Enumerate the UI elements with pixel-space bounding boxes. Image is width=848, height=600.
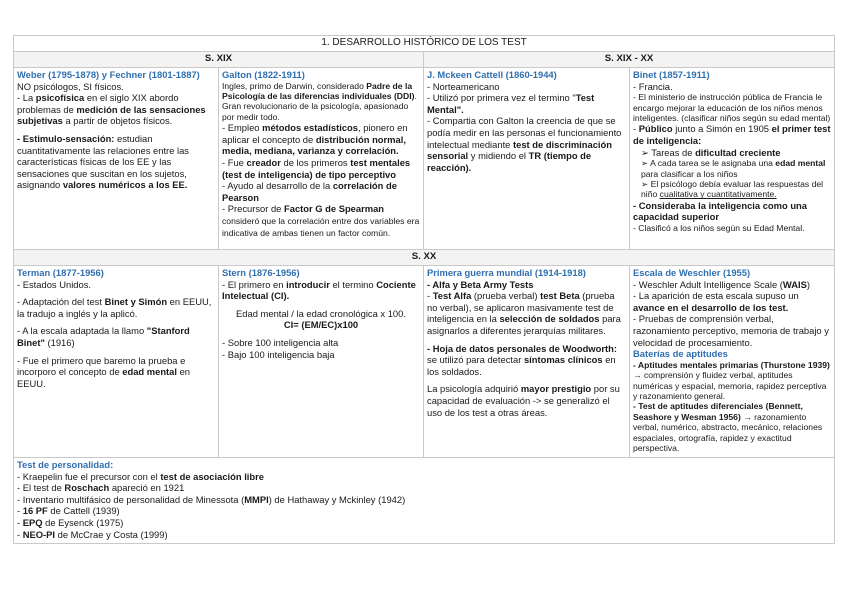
guerra-line: - Hoja de datos personales de Woodworth: se utilizó para detectar síntomas clínicos en los soldados. — [427, 342, 617, 377]
heading-galton: Galton (1822-1911) — [222, 69, 305, 80]
era-header-xix-xx: S. XIX - XX — [424, 52, 835, 68]
terman-line: - Fue el primero que baremo la prueba e incorporo el concepto de edad mental en EEUU. — [17, 354, 191, 389]
cattell-line: - Utilizó por primera vez el termino "Test Mental". — [427, 92, 595, 115]
cell-stern — [219, 266, 424, 458]
binet-line: - Clasificó a los niños según su Edad Mental. — [633, 223, 805, 233]
weber-line: - La psicofísica en el siglo XIX abordo problemas de medición de las sensaciones subjetivas a partir de objetos físicos. — [17, 92, 206, 127]
weschler-line: - Pruebas de comprensión verbal, razonamiento perceptivo, memoria de trabajo y velocidad de procesamiento. — [633, 313, 829, 348]
stern-line: - El primero en introducir el termino Cociente Intelectual (CI). — [222, 278, 416, 302]
table-title: 1. DESARROLLO HISTÓRICO DE LOS TEST — [14, 36, 835, 52]
heading-binet: Binet (1857-1911) — [633, 69, 710, 80]
galton-line: - Ayudo al desarrollo de la correlación de Pearson — [222, 180, 397, 203]
binet-line: ➢ A cada tarea se le asignaba una edad mental para clasificar a los niños — [641, 158, 826, 179]
binet-line: ➢ El psicólogo debía evaluar las respuestas del niño cualitativa y cuantitativamente. — [641, 179, 824, 200]
guerra-line: - Alfa y Beta Army Tests — [427, 278, 534, 290]
cell-weber-fechner — [14, 68, 219, 250]
weschler-line: - Aptitudes mentales primarias (Thurstone 1939) → comprensión y fluidez verbal, aptitudes numéricas y espacial, memoria, rapidez perceptiva y razonamiento general. — [633, 359, 830, 401]
cell-personalidad — [14, 458, 835, 544]
era-header-xx: S. XX — [14, 250, 835, 266]
personalidad-line: - El test de Roschach apareció en 1921 — [17, 482, 185, 494]
cell-binet — [630, 68, 835, 250]
heading-weber: Weber (1795-1878) y Fechner (1801-1887) — [17, 69, 200, 80]
cattell-line: - Norteamericano — [427, 80, 500, 92]
heading-terman: Terman (1877-1956) — [17, 267, 104, 278]
guerra-line: - Test Alfa (prueba verbal) test Beta (prueba no verbal), se aplicaron masivamente test de inteligencia en la selección de soldados para asignarlos a diferentes jerarquías militares. — [427, 290, 621, 336]
galton-line: - Fue creador de los primeros test mentales (test de inteligencia) de tipo perceptivo — [222, 157, 411, 180]
guerra-line: La psicología adquirió mayor prestigio por su capacidad de evaluación -> se generalizó el uso de los test a otras áreas. — [427, 383, 620, 418]
binet-line: - El ministerio de instrucción pública de Francia le encargo mejorar la educación de los niños menos inteligentes. (clasificar niños según su edad mental) — [633, 92, 831, 123]
cell-cattell — [424, 68, 630, 250]
history-table — [13, 35, 835, 544]
cell-weschler — [630, 266, 835, 458]
stern-line: - Sobre 100 inteligencia alta — [222, 336, 339, 348]
stern-line: Edad mental / la edad cronológica x 100. — [236, 307, 406, 319]
heading-weschler: Escala de Weschler (1955) — [633, 267, 751, 278]
galton-line: - Empleo métodos estadísticos, pionero en aplicar el concepto de distribución normal, media, mediana, varianza y correlación. — [222, 122, 408, 157]
heading-guerra: Primera guerra mundial (1914-1918) — [427, 267, 586, 278]
cell-galton — [219, 68, 424, 250]
binet-line: ➢ Tareas de dificultad creciente — [641, 146, 781, 158]
personalidad-line: - EPQ de Eysenck (1975) — [17, 516, 124, 528]
binet-line: - Público junto a Simón en 1905 el primer test de inteligencia: — [633, 123, 831, 146]
weschler-line: - Test de aptitudes diferenciales (Bennett, Seashore y Wesman 1956) → razonamiento verbal, numérico, abstracto, mecánico, relaciones espaciales, ortografía, rapidez y exactitud perspectiva. — [633, 401, 823, 453]
heading-cattell: J. Mckeen Cattell (1860-1944) — [427, 69, 557, 80]
personalidad-line: - Inventario multifásico de personalidad de Minessota (MMPI) de Hathaway y Mckinley (1942) — [17, 493, 406, 505]
personalidad-line: - Kraepelin fue el precursor con el test de asociación libre — [17, 470, 264, 482]
subheading-baterias: Baterías de aptitudes — [633, 348, 728, 360]
heading-personalidad: Test de personalidad: — [17, 459, 114, 470]
terman-line: - A la escala adaptada la llamo "Stanford Binet" (1916) — [17, 325, 190, 348]
heading-stern: Stern (1876-1956) — [222, 267, 300, 278]
stern-line: - Bajo 100 inteligencia baja — [222, 348, 335, 360]
galton-line: - Precursor de Factor G de Spearman consideró que la correlación entre dos variables era indicativa de ambas tienen un factor común. — [222, 203, 420, 238]
galton-line: Ingles, primo de Darwin, considerado Padre de la Psicología de las diferencias individuales (DDI). Gran revolucionario de la psicología, apasionado por medir todo. — [222, 80, 417, 122]
weber-line: NO psicólogos, SI físicos. — [17, 80, 124, 92]
weber-line: - Estimulo-sensación: estudian cuantitativamente las relaciones entre las características físicas de los EE y las sensaciones que suscitan en los sujetos, asignando valores numéricos a los EE. — [17, 132, 189, 191]
binet-line: - Francia. — [633, 80, 673, 92]
weschler-line: - Weschler Adult Intelligence Scale (WAIS) — [633, 278, 810, 290]
personalidad-line: - 16 PF de Cattell (1939) — [17, 505, 120, 517]
personalidad-line: - NEO-PI de McCrae y Costa (1999) — [17, 528, 168, 540]
binet-line: - Consideraba la inteligencia como una capacidad superior — [633, 199, 807, 223]
history-table-page — [13, 35, 834, 544]
cell-terman — [14, 266, 219, 458]
terman-line: - Estados Unidos. — [17, 278, 91, 290]
cell-guerra — [424, 266, 630, 458]
cattell-line: - Compartia con Galton la creencia de que se podía medir en las personas el funcionamiento intelectual mediante test de discriminación sensorial y midiendo el TR (tiempo de reacción). — [427, 115, 622, 173]
era-header-xix: S. XIX — [14, 52, 424, 68]
weschler-line: - La aparición de esta escala supuso un avance en el desarrollo de los test. — [633, 290, 799, 313]
terman-line: - Adaptación del test Binet y Simón en EEUU, la tradujo a inglés y la aplicó. — [17, 296, 212, 319]
stern-formula: CI= (EM/EC)x100 — [283, 319, 359, 331]
